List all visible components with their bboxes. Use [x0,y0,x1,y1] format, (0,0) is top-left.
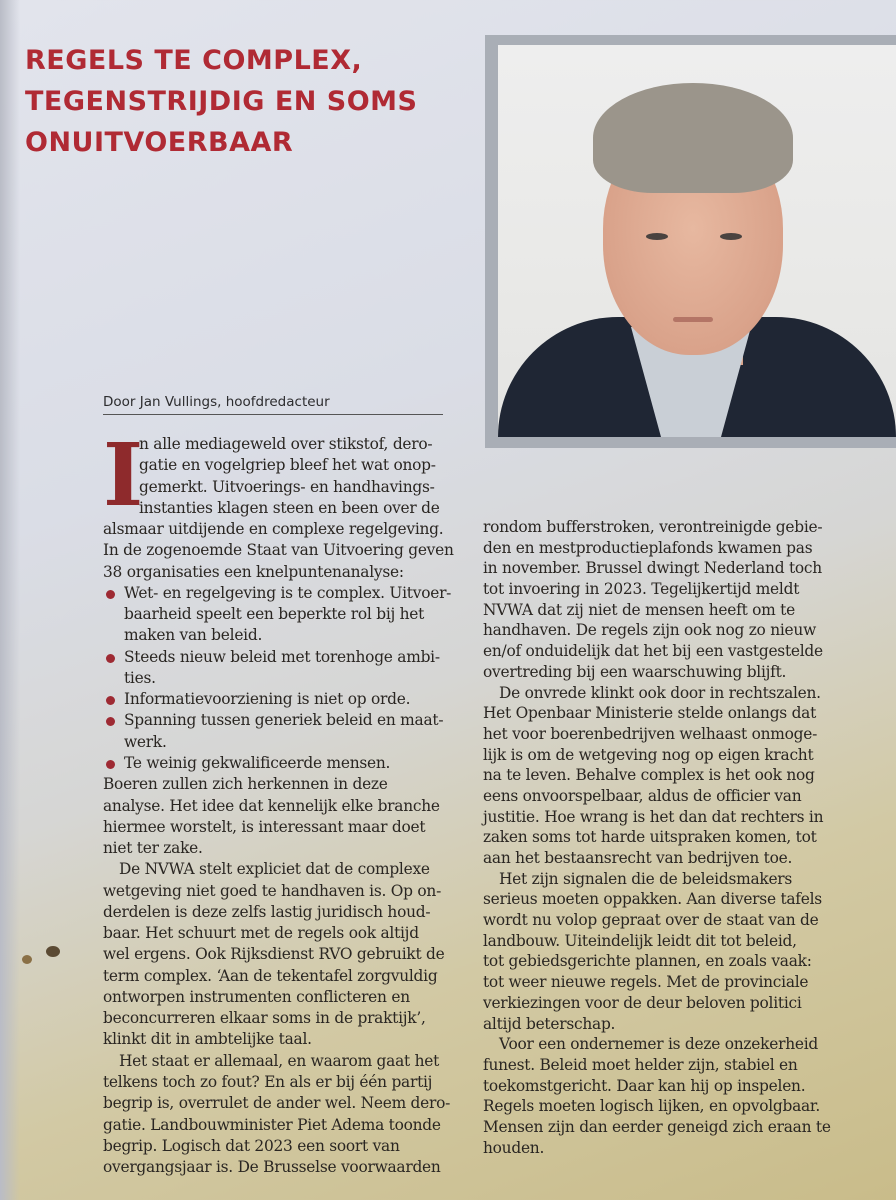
text-line: wordt nu volop gepraat over de staat van de [483,911,819,930]
text-line: Voor een ondernemer is deze onzekerheid [499,1035,818,1054]
text-line: Mensen zijn dan eerder geneigd zich eraan te [483,1117,831,1136]
text-line: zaken soms tot harde uitspraken komen, tot [483,828,817,847]
text-line: en/of onduidelijk dat het bij een vastgestelde [483,642,823,661]
text-line: begrip is, overrulet de ander wel. Neem dero- [103,1094,451,1113]
text-line: alsmaar uitdijende en complexe regelgeving. [103,520,444,539]
text-line: niet ter zake. [103,839,203,858]
text-line: Regels moeten logisch lijken, en opvolgbaar. [483,1097,820,1116]
text-line: na te leven. Behalve complex is het ook nog [483,766,815,785]
text-line: 38 organisaties een knelpuntenanalyse: [103,562,404,581]
text-line: wetgeving niet goed te handhaven is. Op on- [103,881,442,900]
text-line: altijd beterschap. [483,1014,616,1033]
text-line: in november. Brussel dwingt Nederland toch [483,559,822,578]
text-line: gemerkt. Uitvoerings- en handhavings- [139,477,435,496]
text-line: werk. [124,732,167,751]
article-headline [25,40,465,163]
portrait-mouth [673,317,713,322]
portrait-eye [646,233,668,240]
text-line: aan het bestaansrecht van bedrijven toe. [483,849,793,867]
text-line: wel ergens. Ook Rijksdienst RVO gebruikt de [103,945,445,964]
text-line: Het Openbaar Ministerie stelde onlangs dat [483,704,817,723]
drop-cap: I [103,425,144,526]
portrait-hair [593,83,793,193]
text-line: gatie. Landbouwminister Piet Adema toonde [103,1115,441,1134]
bullet-list-item-line: Steeds nieuw beleid met torenhoge ambi- [103,647,448,668]
text-line: term complex. ‘Aan de tekentafel zorgvuldig [103,966,438,985]
text-line: begrip. Logisch dat 2023 een soort van [103,1136,400,1155]
text-line: houden. [483,1138,545,1157]
text-line: derdelen is deze zelfs lastig juridisch houd- [103,902,431,921]
text-line: justitie. Hoe wrang is het dan dat rechters in [483,807,824,826]
text-line: NVWA dat zij niet de mensen heeft om te [483,600,795,619]
text-line: eens onvoorspelbaar, aldus de officier van [483,786,802,805]
text-line: In de zogenoemde Staat van Uitvoering geven [103,541,454,560]
text-line: analyse. Het idee dat kennelijk elke branche [103,796,440,815]
text-line: instanties klagen steen en been over de [139,498,440,517]
byline: Door Jan Vullings, hoofdredacteur [103,394,443,415]
text-line: overtreding bij een waarschuwing blijft. [483,662,787,681]
headline-line: ONUITVOERBAAR [25,127,294,158]
text-line: tot gebiedsgerichte plannen, en zoals vaak: [483,952,812,971]
page-gutter-shadow [0,0,20,1200]
bullet-list-item-line: Wet- en regelgeving is te complex. Uitvoer- [103,583,448,604]
text-line: rondom bufferstroken, verontreinigde gebie- [483,518,823,536]
article-column-right [483,517,831,1158]
paper-stain [46,946,60,957]
text-line: landbouw. Uiteindelijk leidt dit tot beleid, [483,931,797,950]
text-line: Boeren zullen zich herkennen in deze [103,775,388,794]
text-line: het voor boerenbedrijven welhaast onmoge- [483,724,818,743]
text-line: tot weer nieuwe regels. Met de provinciale [483,973,809,992]
text-line: funest. Beleid moet helder zijn, stabiel en [483,1055,798,1074]
text-line: serieus moeten oppakken. Aan diverse tafels [483,890,822,909]
portrait-eye [720,233,742,240]
text-line: Het zijn signalen die de beleidsmakers [499,869,793,888]
bullet-list-item-line: Te weinig gekwalificeerde mensen. [103,753,448,774]
text-line: gatie en vogelgriep bleef het wat onop- [139,456,436,475]
text-line: Het staat er allemaal, en waarom gaat het [119,1051,440,1070]
headline-line: REGELS TE COMPLEX, [25,45,363,76]
text-line: verkiezingen voor de deur beloven politici [483,993,802,1012]
text-line: telkens toch zo fout? En als er bij één partij [103,1072,433,1091]
bullet-list-item-line: Informatievoorziening is niet op orde. [103,689,448,710]
text-line: maken van beleid. [124,626,263,645]
author-portrait-photo [498,45,896,437]
text-line: handhaven. De regels zijn ook nog zo nieuw [483,621,816,640]
text-line: ties. [124,668,156,687]
text-line: toekomstgericht. Daar kan hij op inspelen. [483,1076,806,1095]
text-line: De NVWA stelt expliciet dat de complexe [119,860,430,879]
text-line: lijk is om de wetgeving nog op eigen kracht [483,745,814,764]
text-line: den en mestproductieplafonds kwamen pas [483,538,813,557]
text-line: baar. Het schuurt met de regels ook altijd [103,924,419,943]
text-line: overgangsjaar is. De Brusselse voorwaarden [103,1158,441,1177]
bullet-list-item-line: Spanning tussen generiek beleid en maat- [103,710,448,731]
text-line: De onvrede klinkt ook door in rechtszalen. [499,683,821,702]
article-column-left [103,425,454,1178]
paper-stain [22,955,32,964]
text-line: n alle mediageweld over stikstof, dero- [139,435,433,453]
text-line: tot invoering in 2023. Tegelijkertijd meldt [483,580,800,599]
headline-line: TEGENSTRIJDIG EN SOMS [25,86,418,117]
text-line: hiermee worstelt, is interessant maar doet [103,817,426,836]
text-line: ontworpen instrumenten conflicteren en [103,987,410,1006]
text-line: beconcurreren elkaar soms in de praktijk’, [103,1009,426,1028]
text-line: baarheid speelt een beperkte rol bij het [124,605,425,624]
text-line: klinkt dit in ambtelijke taal. [103,1030,312,1049]
